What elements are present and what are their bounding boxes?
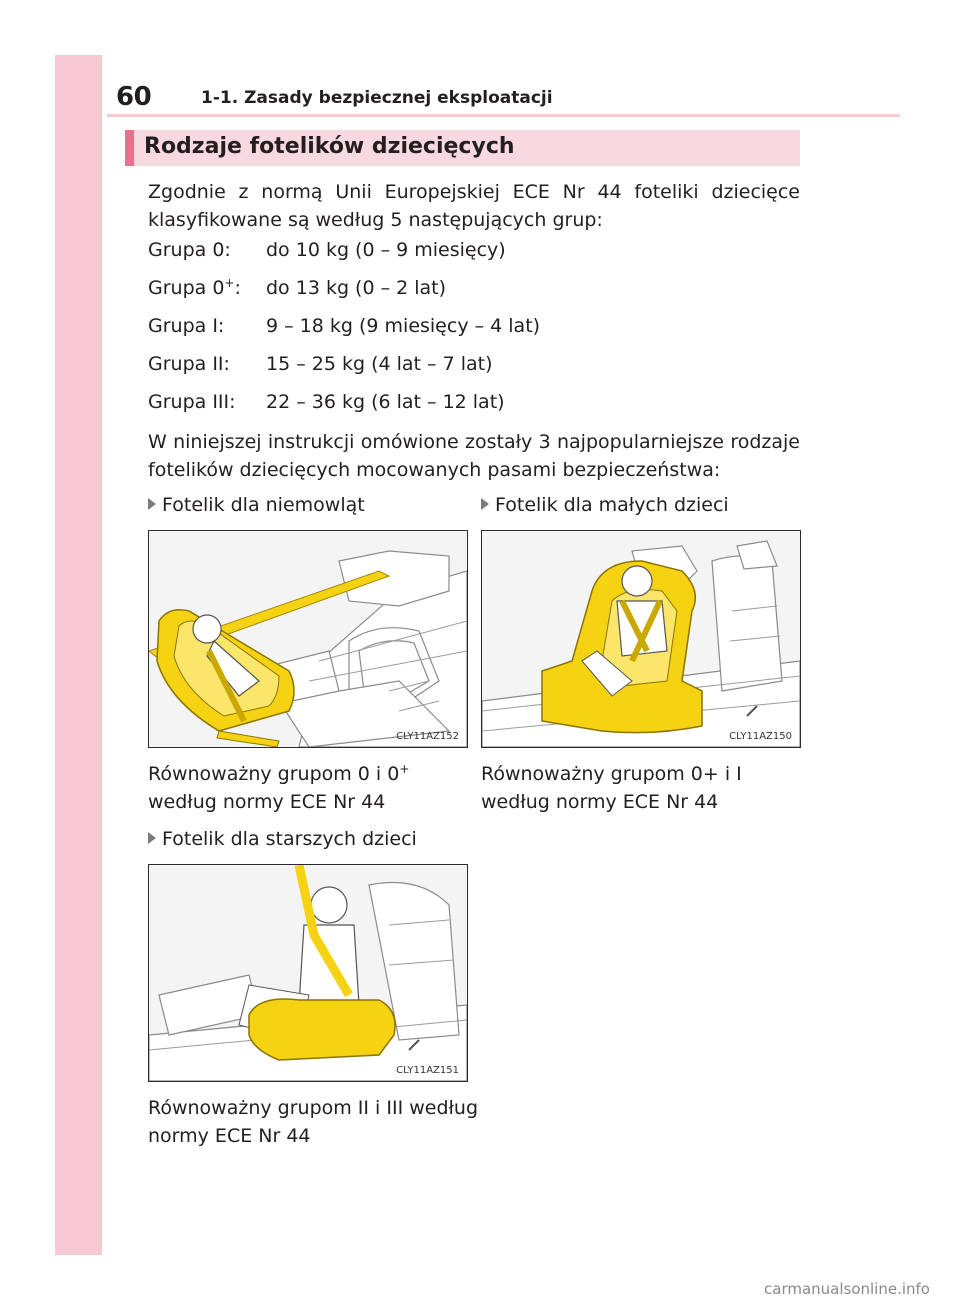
superscript-plus: + [224,276,235,290]
watermark: carmanualsonline.info [764,1280,930,1298]
section-heading-bar [125,130,800,166]
header-divider [107,114,900,117]
group-label: Grupa II: [148,353,230,375]
page-number: 60 [116,82,152,112]
bullet-triangle-icon [148,498,156,510]
bullet-triangle-icon [148,832,156,844]
section-title: Rodzaje fotelików dziecięcych [144,134,515,159]
seat-caption: Równoważny grupom 0+ i I według normy ECE Nr 44 [481,763,742,813]
group-value: do 10 kg (0 – 9 miesięcy) [266,239,506,261]
group-value: 22 – 36 kg (6 lat – 12 lat) [266,391,505,413]
group-value: 9 – 18 kg (9 miesięcy – 4 lat) [266,315,541,337]
side-color-strip [55,55,102,1255]
image-code: CLY11AZ150 [729,731,792,742]
seat-type-label: Fotelik dla niemowląt [148,492,365,518]
group-value: 15 – 25 kg (4 lat – 7 lat) [266,353,493,375]
group-label: Grupa I: [148,315,225,337]
group-label: Grupa 0+: [148,276,241,299]
toddler-seat-illustration [481,530,801,748]
seat-type-label: Fotelik dla starszych dzieci [148,826,417,852]
image-code: CLY11AZ152 [396,731,459,742]
bullet-triangle-icon [481,498,489,510]
group-value: do 13 kg (0 – 2 lat) [266,277,447,299]
group-label: Grupa 0: [148,239,231,261]
superscript-plus: + [399,762,410,776]
seat-types-paragraph: W niniejszej instrukcji omówione zostały 3 najpopularniejsze rodzaje fotelików dziecięcych mocowanych pasami bezpieczeństwa: [148,431,800,481]
seat-caption: Równoważny grupom 0 i 0+ według normy ECE Nr 44 [148,762,410,813]
section-heading-marker [125,130,134,166]
infant-seat-illustration [148,530,468,748]
group-label: Grupa III: [148,391,236,413]
intro-paragraph: Zgodnie z normą Unii Europejskiej ECE Nr 44 foteliki dziecięce klasyfikowane są według 5 następujących grup: [148,181,800,231]
booster-seat-illustration [148,864,468,1082]
seat-caption: Równoważny grupom II i III według normy ECE Nr 44 [148,1097,479,1147]
image-code: CLY11AZ151 [396,1065,459,1076]
chapter-header: 1-1. Zasady bezpiecznej eksploatacji [201,88,553,108]
seat-type-label: Fotelik dla małych dzieci [481,492,729,518]
